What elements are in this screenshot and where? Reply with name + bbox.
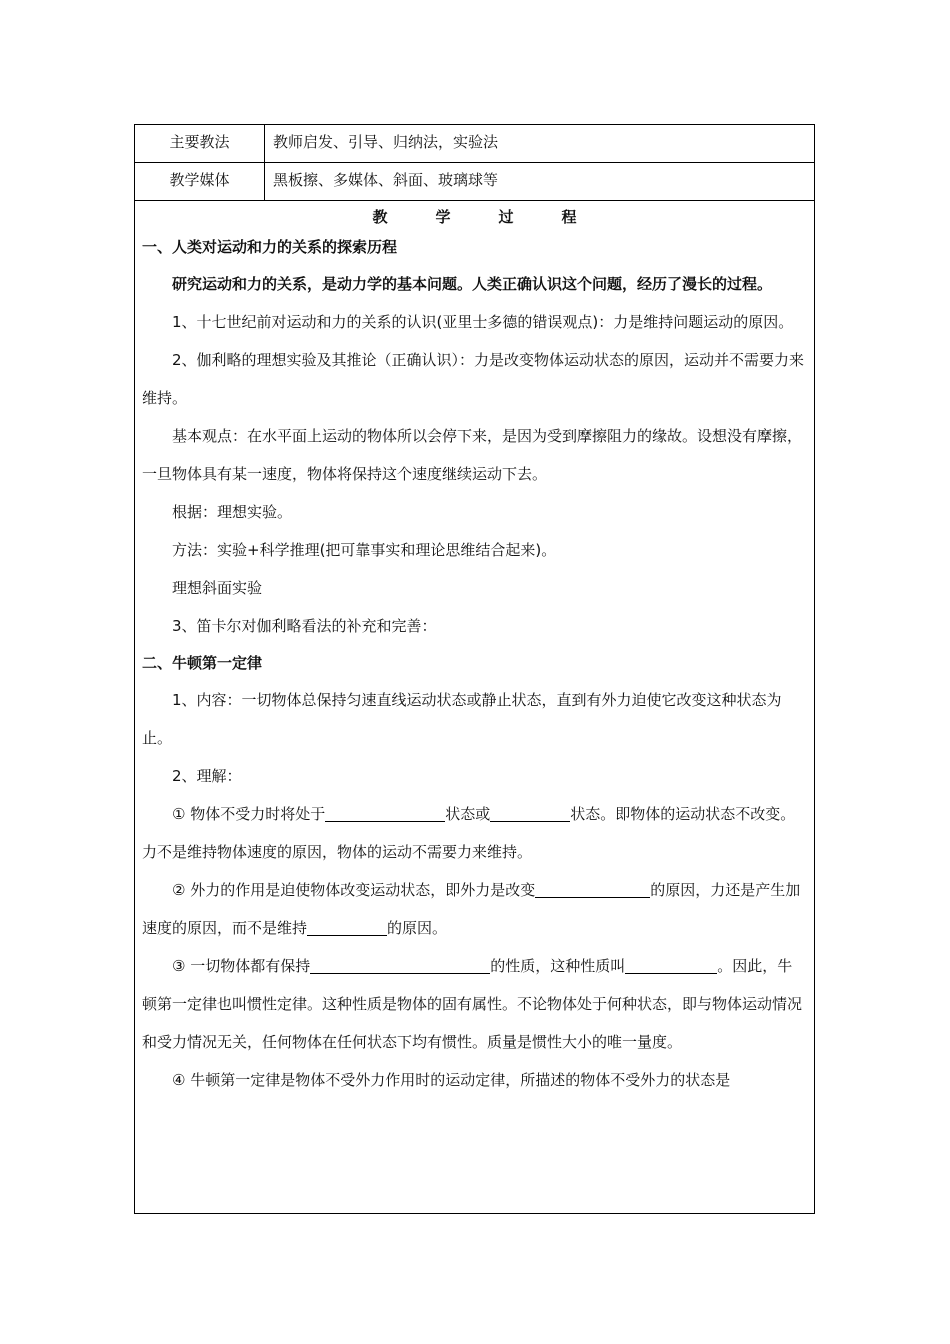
title-char: 程 bbox=[561, 208, 577, 226]
lesson-plan-table bbox=[134, 124, 815, 1214]
understanding-paragraph: 2、理解： bbox=[172, 767, 242, 785]
point2-paragraph: 2、伽利略的理想实验及其推论（正确认识）：力是改变物体运动状态的原因，运动并不需要力来维持。 bbox=[142, 351, 805, 407]
item2-text-b: 的原因，力还是产生加速度的原因，而不是维持 bbox=[142, 881, 801, 937]
fill-blank[interactable] bbox=[310, 955, 490, 974]
item3-paragraph bbox=[142, 947, 807, 1061]
basic-view-paragraph: 基本观点：在水平面上运动的物体所以会停下来，是因为受到摩擦阻力的缘故。设想没有摩擦，一旦物体具有某一速度，物体将保持这个速度继续运动下去。 bbox=[142, 427, 803, 483]
point1-paragraph: 1、十七世纪前对运动和力的关系的认识(亚里士多德的错误观点)：力是维持问题运动的原因。 bbox=[172, 313, 794, 331]
fill-blank[interactable] bbox=[307, 917, 387, 936]
teaching-process-section bbox=[135, 205, 814, 1099]
ideal-slope-paragraph: 理想斜面实验 bbox=[172, 579, 263, 597]
fill-blank[interactable] bbox=[625, 955, 717, 974]
item2-text-c: 的原因。 bbox=[387, 919, 448, 937]
teaching-media-row bbox=[135, 163, 814, 201]
section1-heading: 一、人类对运动和力的关系的探索历程 bbox=[142, 238, 398, 256]
item4-paragraph: ④ 牛顿第一定律是物体不受外力作用时的运动定律，所描述的物体不受外力的状态是 bbox=[172, 1071, 731, 1089]
item1-text-c: 状态。即物体的运动状态不改变。力不是维持物体速度的原因，物体的运动不需要力来维持。 bbox=[142, 805, 796, 861]
item1-text-b: 状态或 bbox=[445, 805, 491, 823]
point3-paragraph: 3、笛卡尔对伽利略看法的补充和完善： bbox=[172, 617, 437, 635]
fill-blank[interactable] bbox=[325, 803, 445, 822]
title-char: 过 bbox=[498, 208, 514, 226]
item3-text-a: ③ 一切物体都有保持 bbox=[172, 957, 311, 975]
method-paragraph: 方法：实验+科学推理(把可靠事实和理论思维结合起来)。 bbox=[172, 541, 557, 559]
title-char: 教 bbox=[372, 208, 388, 226]
title-char: 学 bbox=[435, 208, 451, 226]
item1-paragraph bbox=[142, 795, 807, 871]
teaching-method-label: 主要教法 bbox=[135, 125, 265, 162]
teaching-media-label: 教学媒体 bbox=[135, 163, 265, 200]
item2-paragraph bbox=[142, 871, 807, 947]
fill-blank[interactable] bbox=[535, 879, 650, 898]
item3-text-c: 。因此，牛顿第一定律也叫惯性定律。这种性质是物体的固有属性。不论物体处于何种状态，即与物体运动情况和受力情况无关，任何物体在任何状态下均有惯性。质量是惯性大小的唯一量度。 bbox=[142, 957, 803, 1051]
item3-text-b: 的性质，这种性质叫 bbox=[490, 957, 626, 975]
content-paragraph: 1、内容：一切物体总保持匀速直线运动状态或静止状态，直到有外力迫使它改变这种状态为止。 bbox=[142, 691, 782, 747]
process-title bbox=[142, 205, 807, 229]
fill-blank[interactable] bbox=[490, 803, 570, 822]
basis-paragraph: 根据：理想实验。 bbox=[172, 503, 293, 521]
teaching-method-row bbox=[135, 125, 814, 163]
item1-text-a: ① 物体不受力时将处于 bbox=[172, 805, 326, 823]
intro-paragraph: 研究运动和力的关系，是动力学的基本问题。人类正确认识这个问题，经历了漫长的过程。 bbox=[172, 275, 773, 293]
teaching-method-value: 教师启发、引导、归纳法，实验法 bbox=[273, 133, 499, 151]
teaching-media-value: 黑板擦、多媒体、斜面、玻璃球等 bbox=[273, 171, 499, 189]
section2-heading: 二、牛顿第一定律 bbox=[142, 654, 263, 672]
item2-text-a: ② 外力的作用是迫使物体改变运动状态，即外力是改变 bbox=[172, 881, 536, 899]
